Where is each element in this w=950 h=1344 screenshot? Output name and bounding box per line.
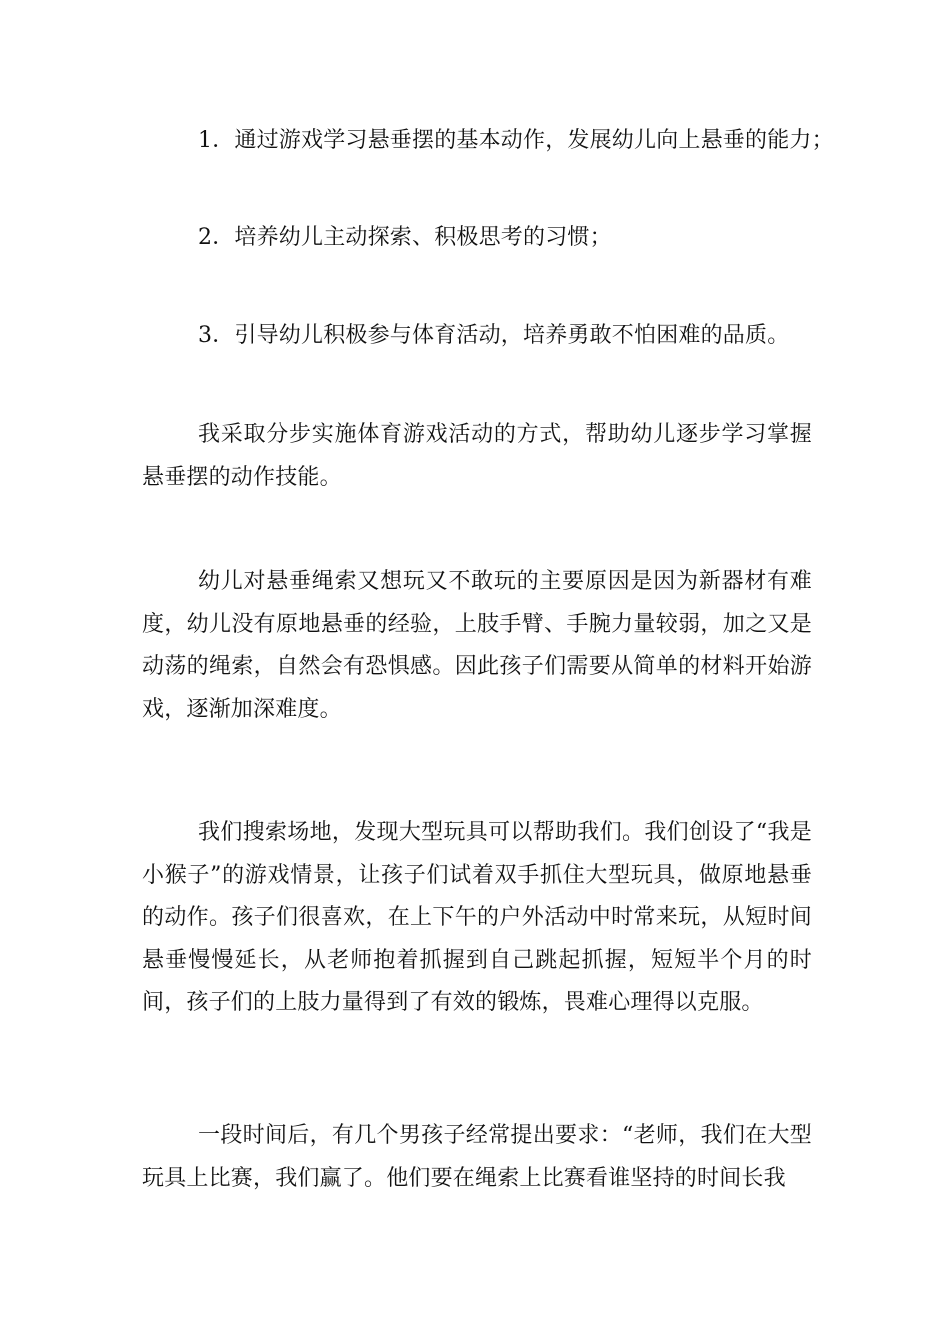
- paragraph-reason: 幼儿对悬垂绳索又想玩又不敢玩的主要原因是因为新器材有难度，幼儿没有原地悬垂的经验，上肢手臂、手腕力量较弱，加之又是动荡的绳索，自然会有恐惧感。因此孩子们需要从简单的材料开始游戏，逐渐加深难度。: [142, 569, 812, 722]
- paragraph-objective-1: 1．通过游戏学习悬垂摆的基本动作，发展幼儿向上悬垂的能力；: [198, 128, 834, 153]
- paragraph-monkey-game: 我们搜索场地，发现大型玩具可以帮助我们。我们创设了“我是小猴子”的游戏情景，让孩子们试着双手抓住大型玩具，做原地悬垂的动作。孩子们很喜欢，在上下午的户外活动中时常来玩，从短时间悬垂慢慢延长，从老师抱着抓握到自己跳起抓握，短短半个月的时间，孩子们的上肢力量得到了有效的锻炼，畏难心理得以克服。: [142, 820, 812, 1015]
- paragraph-objective-3: 3．引导幼儿积极参与体育活动，培养勇敢不怕困难的品质。: [198, 323, 790, 348]
- paragraph-approach: 我采取分步实施体育游戏活动的方式，帮助幼儿逐步学习掌握悬垂摆的动作技能。: [142, 422, 812, 490]
- paragraph-competition: 一段时间后，有几个男孩子经常提出要求：“老师，我们在大型玩具上比赛，我们赢了。他们要在绳索上比赛看谁坚持的时间长我: [142, 1123, 812, 1191]
- paragraph-objective-2: 2．培养幼儿主动探索、积极思考的习惯；: [198, 225, 612, 250]
